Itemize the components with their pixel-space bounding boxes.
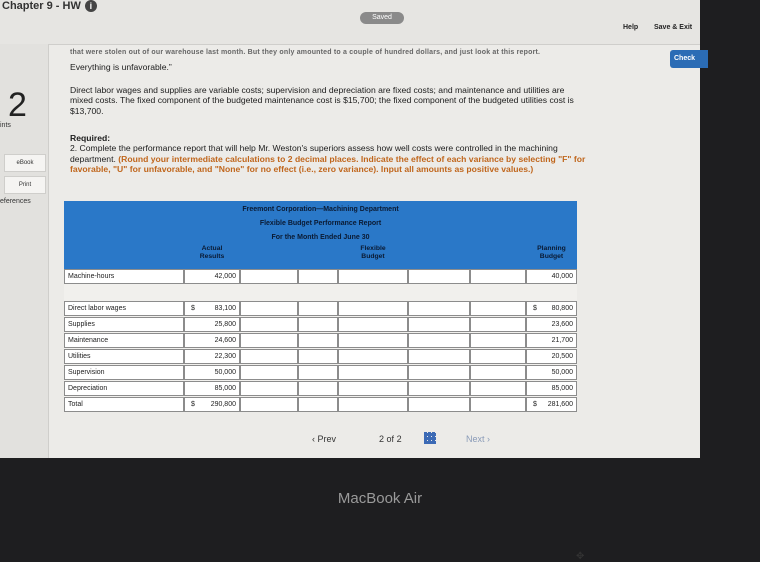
utilities-variance-1-input[interactable] (240, 349, 298, 364)
machine-hours-effect-2-select[interactable] (470, 269, 526, 284)
report-company: Freemont Corporation—Machining Department (242, 206, 399, 213)
machine-hours-variance-1-input[interactable] (240, 269, 298, 284)
requirement-line-2-start: department. (70, 154, 116, 164)
ebook-button[interactable]: eBook (4, 154, 46, 172)
maintenance-planning (526, 333, 577, 348)
total-effect-1-select[interactable] (298, 397, 338, 412)
next-button[interactable]: Next › (466, 434, 491, 444)
supplies-flexible-input[interactable] (338, 317, 408, 332)
machine-hours-flexible-input[interactable] (338, 269, 408, 284)
depreciation-variance-1-input[interactable] (240, 381, 298, 396)
quote-end: Everything is unfavorable.” (70, 62, 172, 72)
variance-2-header (408, 245, 470, 269)
effect-1-header (298, 245, 338, 269)
supplies-planning (526, 317, 577, 332)
total-actual-value: 290,800 (210, 401, 236, 408)
depreciation-effect-1-select[interactable] (298, 381, 338, 396)
total-variance-2-input[interactable] (408, 397, 470, 412)
depreciation-actual (184, 381, 240, 396)
utilities-variance-2-input[interactable] (408, 349, 470, 364)
direct-labor-wages-variance-1-input[interactable] (240, 301, 298, 316)
saved-indicator: Saved (360, 12, 404, 24)
dollar-sign: $ (191, 401, 195, 408)
direct-labor-wages-flexible-input[interactable] (338, 301, 408, 316)
utilities-actual (184, 349, 240, 364)
total-planning (526, 397, 577, 412)
device-brand: MacBook Air (337, 490, 423, 507)
direct-labor-wages-effect-2-select[interactable] (470, 301, 526, 316)
utilities-planning (526, 349, 577, 364)
machine-hours-label: Machine-hours (64, 269, 184, 284)
cost-behavior-line-2: mixed costs. The fixed component of the budgeted maintenance cost is $15,700; the fixed component of the budgeted utilities cost is (70, 95, 574, 105)
planning-budget-header (526, 245, 577, 269)
supervision-planning (526, 365, 577, 380)
total-flexible-input[interactable] (338, 397, 408, 412)
utilities-planning-value: 20,500 (551, 353, 573, 360)
depreciation-effect-2-select[interactable] (470, 381, 526, 396)
supplies-effect-2-select[interactable] (470, 317, 526, 332)
instruction-text: (Round your intermediate calculations to 2 decimal places. Indicate the effect of each variance by selecting "F" for (115, 154, 586, 164)
machine-hours-planning: 40,000 (526, 269, 577, 284)
depreciation-label: Depreciation (64, 381, 184, 396)
left-rail (0, 44, 49, 458)
dollar-sign: $ (533, 305, 537, 312)
supervision-actual (184, 365, 240, 380)
maintenance-actual-value: 24,600 (214, 337, 236, 344)
supplies-actual (184, 317, 240, 332)
cost-behavior-line-1: Direct labor wages and supplies are variable costs; supervision and depreciation are fixed costs; and maintenance and utilities are (70, 85, 565, 95)
supplies-label: Supplies (64, 317, 184, 332)
label-column-header (64, 245, 184, 269)
supervision-flexible-input[interactable] (338, 365, 408, 380)
flexible-budget-header (338, 245, 408, 269)
info-icon[interactable]: i (85, 0, 97, 12)
depreciation-actual-value: 85,000 (214, 385, 236, 392)
supervision-effect-1-select[interactable] (298, 365, 338, 380)
direct-labor-wages-variance-2-input[interactable] (408, 301, 470, 316)
requirement-line-1: 2. Complete the performance report that will help Mr. Weston's superiors assess how well costs were controlled in the machining (70, 143, 558, 153)
actual-header-line-2: Results (199, 253, 225, 260)
supervision-variance-2-input[interactable] (408, 365, 470, 380)
supplies-variance-1-input[interactable] (240, 317, 298, 332)
report-period: For the Month Ended June 30 (271, 234, 370, 241)
required-heading: Required: (70, 133, 111, 143)
flexible-header-line-2: Budget (361, 253, 385, 260)
utilities-effect-1-select[interactable] (298, 349, 338, 364)
direct-labor-wages-planning-value: 80,800 (551, 305, 573, 312)
total-pages: 2 (396, 434, 402, 444)
references-link[interactable]: eferences (0, 198, 31, 205)
planning-header-line-2: Budget (539, 253, 564, 260)
supervision-label: Supervision (64, 365, 184, 380)
print-button[interactable]: Print (4, 176, 46, 194)
depreciation-planning-value: 85,000 (551, 385, 573, 392)
chapter-title-text: Chapter 9 - HW (2, 0, 81, 12)
direct-labor-wages-label: Direct labor wages (64, 301, 184, 316)
question-number: 2 (8, 86, 27, 124)
supplies-planning-value: 23,600 (551, 321, 573, 328)
question-grid-icon[interactable] (424, 432, 436, 444)
maintenance-label: Maintenance (64, 333, 184, 348)
maintenance-actual (184, 333, 240, 348)
supervision-actual-value: 50,000 (214, 369, 236, 376)
direct-labor-wages-planning (526, 301, 577, 316)
maintenance-variance-1-input[interactable] (240, 333, 298, 348)
utilities-label: Utilities (64, 349, 184, 364)
total-effect-2-select[interactable] (470, 397, 526, 412)
cost-behavior-line-3: $13,700. (70, 106, 104, 116)
points-label: ints (0, 122, 11, 129)
direct-labor-wages-actual (184, 301, 240, 316)
page-indicator (379, 434, 402, 444)
assignment-title (2, 0, 97, 12)
dollar-sign: $ (191, 305, 195, 312)
cutoff-text: that were stolen out of our warehouse last month. But they only amounted to a couple of hundred dollars, and just look at this report. (70, 49, 541, 56)
current-page: 2 (379, 434, 385, 444)
supplies-variance-2-input[interactable] (408, 317, 470, 332)
report-title: Flexible Budget Performance Report (259, 220, 382, 227)
supervision-variance-1-input[interactable] (240, 365, 298, 380)
depreciation-variance-2-input[interactable] (408, 381, 470, 396)
maintenance-planning-value: 21,700 (551, 337, 573, 344)
utilities-effect-2-select[interactable] (470, 349, 526, 364)
total-planning-value: 281,600 (547, 401, 573, 408)
requirement-line-2 (70, 154, 585, 164)
help-button[interactable]: Help (623, 24, 639, 31)
utilities-flexible-input[interactable] (338, 349, 408, 364)
supervision-planning-value: 50,000 (551, 369, 573, 376)
dollar-sign: $ (533, 401, 537, 408)
effect-2-header (470, 245, 526, 269)
supplies-actual-value: 25,800 (214, 321, 236, 328)
total-variance-1-input[interactable] (240, 397, 298, 412)
prev-button[interactable]: ‹ Prev (312, 434, 337, 444)
planning-header-line-1: Planning (537, 245, 566, 252)
maintenance-variance-2-input[interactable] (408, 333, 470, 348)
maintenance-effect-1-select[interactable] (298, 333, 338, 348)
instruction-text-end: favorable, "U" for unfavorable, and "None" for no effect (i.e., zero variance). Input all amounts as positive values.) (70, 164, 534, 174)
machine-hours-variance-2-input[interactable] (408, 269, 470, 284)
top-bar (0, 0, 700, 45)
move-icon[interactable]: ✥ (576, 551, 585, 562)
direct-labor-wages-effect-1-select[interactable] (298, 301, 338, 316)
page-of: of (386, 434, 395, 444)
actual-header-line-1: Actual (201, 245, 223, 252)
flexible-header-line-1: Flexible (360, 245, 386, 252)
direct-labor-wages-actual-value: 83,100 (214, 305, 236, 312)
maintenance-flexible-input[interactable] (338, 333, 408, 348)
save-exit-button[interactable]: Save & Exit (654, 24, 693, 31)
total-actual (184, 397, 240, 412)
utilities-actual-value: 22,300 (214, 353, 236, 360)
supplies-effect-1-select[interactable] (298, 317, 338, 332)
depreciation-planning (526, 381, 577, 396)
depreciation-flexible-input[interactable] (338, 381, 408, 396)
variance-1-header (240, 245, 298, 269)
machine-hours-actual: 42,000 (184, 269, 240, 284)
check-my-work-button[interactable]: Check (670, 50, 708, 68)
actual-results-header (184, 245, 240, 269)
total-label: Total (64, 397, 184, 412)
maintenance-effect-2-select[interactable] (470, 333, 526, 348)
supervision-effect-2-select[interactable] (470, 365, 526, 380)
report-header (64, 201, 577, 245)
machine-hours-effect-1-select[interactable] (298, 269, 338, 284)
